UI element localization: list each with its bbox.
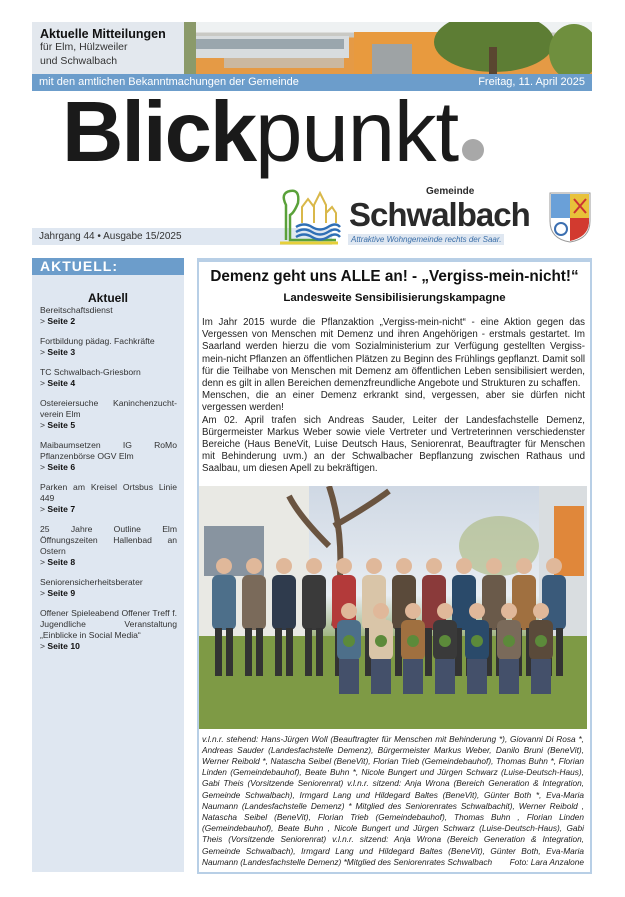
contents-item-page: > Seite 9 (40, 588, 76, 598)
contents-item-title: Ostereiersuche Kaninchenzucht-verein Elm (40, 398, 177, 419)
photo-credit: Foto: Lara Anzalone (509, 856, 584, 867)
contents-item[interactable] (40, 367, 177, 389)
page-reference: Seite 9 (47, 588, 76, 598)
header-title: Aktuelle Mitteilungen (40, 27, 166, 41)
contents-item-page: > Seite 4 (40, 378, 76, 388)
caption-text: v.l.n.r. stehend: Hans-Jürgen Woll (Beauftragter für Menschen mit Behinderung *), Giovanni Di Rosa *, Andreas Sauder (Landesfachstelle Demenz), Bürgermeister Markus Weber, Danilo Bruni (BeneVit), Werner Reibold *, Natascha Seibel (BeneVit), Florian Trieb (Gemeindebauhof), Thomas Buhn *, Florian Linden (Gemeindebauhof), Beate Buhn *, Nicole Bungert und Jürgen Schwarz (Luise-Deutsch-Haus), Gabi Theis (Vorsitzende Seniorenrat) v.l.n.r. sitzend: Anja Wrona (Bereich Generation & Integration, Gemeinde Schwalbach), Irmgard Lang und Hildegard Baltes (BeneVit), Günter Both *, Eva-Maria Naumann (Landesfachstelle Demenz) * Mitglied des Seniorenrates Schwalbachit), Werner Reibold , Natascha Seibel (BeneVit), Florian Trieb (Gemeindebauhof), Thomas Buhn , Florian Linden (Gemeindebauhof), Beate Buhn , Nicole Bungert und Jürgen Schwarz (Luise-Deutsch-Haus), Gabi Theis (Vorsitzende Seniorenrat) v.l.n.r. sitzend: Anja Wrona (Bereich Generation & Integration, Gemeinde Schwalbach), Irmgard Lang und Hildegard Baltes (BeneVit), Günter Both, Eva-Maria Naumann (Landesfachstelle Demenz) *Mitglied des Seniorenrates Schwalbach (202, 733, 584, 867)
article-paragraph: Im Jahr 2015 wurde die Pflanzaktion „Vergiss-mein-nicht“ - eine Aktion gegen das Vergessen von Menschen mit Demenz und ihren Angehörigen - erstmals gestartet. Im Saarland werden hierzu die vom Sozialministerium zur Verfügung gestellten Vergiss-mein-nicht Pflanzen an öffentlichen Plätzen zu Beginn des Frühlings gepflanzt. Damit soll für die Teilhabe von Menschen mit Demenz am öffentlichen Leben sensibilisiert werden, denn es gilt in allen Bereichen demenzfreundliche Angebote und Strukturen zu schaffen. (202, 317, 585, 390)
contents-item-page: > Seite 5 (40, 420, 76, 430)
issue-date: Freitag, 11. April 2025 (478, 76, 585, 88)
page-reference: Seite 10 (47, 641, 80, 651)
article-body (199, 317, 590, 476)
sidebar-contents (32, 258, 184, 872)
contents-item[interactable] (40, 305, 177, 327)
article-subtitle: Landesweite Sensibilisierungskampagne (283, 292, 506, 304)
contents-item-title: 25 Jahre Outline Elm Öffnungszeiten Hallenbad an Ostern (40, 524, 177, 556)
photo-caption (199, 734, 589, 868)
masthead (62, 85, 484, 180)
sidebar-heading: AKTUELL: (32, 258, 184, 275)
logo-name: Schwalbach (349, 196, 530, 233)
page-reference: Seite 5 (47, 420, 76, 430)
logo-gemeinde: Gemeinde (426, 186, 475, 197)
header-subtitle-1: für Elm, Hülzweiler (40, 41, 128, 53)
coat-of-arms-icon (548, 191, 592, 243)
group-photo-illustration (199, 486, 587, 729)
contents-list (32, 305, 184, 652)
contents-item[interactable] (40, 577, 177, 599)
header-bar-text: mit den amtlichen Bekanntmachungen der Gemeinde (39, 76, 299, 88)
page-reference: Seite 8 (47, 557, 76, 567)
article-paragraph: Menschen, die an einer Demenz erkrankt sind, vergessen, aber sie dürfen nicht vergessen werden! (202, 390, 585, 414)
contents-item-page: > Seite 8 (40, 557, 76, 567)
contents-item-page: > Seite 7 (40, 504, 76, 514)
contents-item-page: > Seite 6 (40, 462, 76, 472)
contents-item[interactable] (40, 440, 177, 473)
contents-item-title: Fortbildung pädag. Fachkräfte (40, 336, 155, 346)
masthead-bold: Blick (62, 85, 256, 180)
contents-item[interactable] (40, 398, 177, 431)
contents-item-title: TC Schwalbach-Griesborn (40, 367, 141, 377)
article-title: Demenz geht uns ALLE an! - „Vergiss-mein-nicht!“ (210, 268, 579, 285)
header-subtitle-2: und Schwalbach (40, 54, 118, 67)
sidebar-title: Aktuell (87, 291, 128, 305)
municipality-logo (276, 185, 596, 247)
contents-item[interactable] (40, 608, 177, 652)
page-reference: Seite 2 (47, 316, 76, 326)
contents-item-title: Bereitschaftsdienst (40, 305, 113, 315)
page-reference: Seite 4 (47, 378, 76, 388)
contents-item-title: Parken am Kreisel Ortsbus Linie 449 (40, 482, 177, 503)
contents-item-title: Seniorensicherheitsberater (40, 577, 143, 587)
header-photo-town-hall (184, 22, 592, 74)
masthead-regular: punkt (255, 85, 459, 180)
contents-item-title: Offener Spieleabend Offener Treff f. Jugendliche Veranstaltung „Einblicke in Social Media“ (40, 608, 177, 640)
contents-item[interactable] (40, 482, 177, 515)
page-reference: Seite 3 (47, 347, 76, 357)
contents-item-page: > Seite 3 (40, 347, 76, 357)
page-reference: Seite 6 (47, 462, 76, 472)
village-logo-icon (276, 185, 346, 247)
contents-item[interactable] (40, 336, 177, 358)
article-paragraph: Am 02. April trafen sich Andreas Sauder, Leiter der Landesfachstelle Demenz, Bürgermeister Markus Weber sowie viele Vertreter und Vertreterinnen verschiedenster Bereiche (Haus BeneVit, Luise Deutsch Haus, Seniorenrat, Beauftragter für Menschen mit Behinderung uvm.) an der Schwalbacher Bepflanzung zwischen Rathaus und Saalbau, um diesen Apell zu bekräftigen. (202, 414, 585, 475)
header-title-box (32, 22, 184, 74)
contents-item[interactable] (40, 524, 177, 568)
contents-item-page: > Seite 10 (40, 641, 80, 651)
contents-item-title: Maibaumsetzen IG RoMo Pflanzenbörse OGV Elm (40, 440, 177, 461)
article-main (197, 258, 592, 874)
masthead-dot (462, 139, 484, 161)
contents-item-page: > Seite 2 (40, 316, 76, 326)
logo-slogan: Attraktive Wohngemeinde rechts der Saar. (348, 234, 504, 245)
building-illustration (184, 22, 592, 74)
page-reference: Seite 7 (47, 504, 76, 514)
issue-info: Jahrgang 44 • Ausgabe 15/2025 (32, 228, 332, 245)
group-photo (199, 486, 587, 729)
